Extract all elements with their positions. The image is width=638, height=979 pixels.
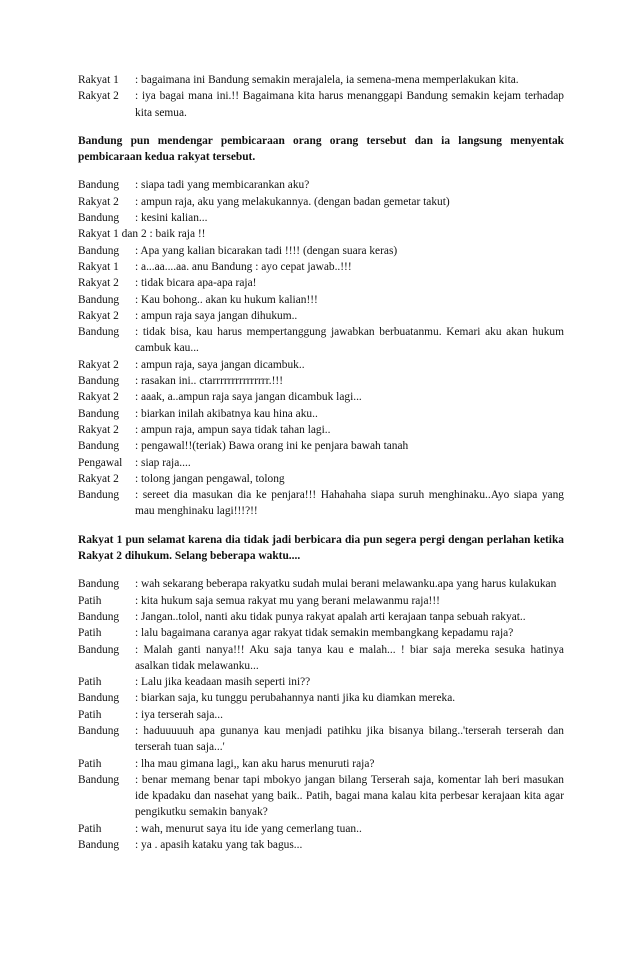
dialogue-text: : tolong jangan pengawal, tolong [135,472,285,485]
dialogue-line [78,642,564,675]
dialogue-text: : pengawal!!(teriak) Bawa orang ini ke penjara bawah tanah [135,440,409,453]
dialogue-line [78,690,564,706]
dialogue-line [78,837,564,853]
dialogue-line: Rakyat 1 dan 2 : baik raja !! [78,228,206,241]
speaker-name: Bandung [78,440,120,453]
speaker-name: Patih [78,676,102,689]
speaker-name: Patih [78,708,102,721]
dialogue-text: : benar memang benar tapi mbokyo jangan bilang Terserah saja, komentar lah beri masukan ide kpadaku dan nasehat yang baik.. Patih, bagai mana kalau kita perbesar kerajaan kita agar pengikutku semakin banyak? [135,773,564,819]
speaker-name: Bandung [78,326,120,339]
dialogue-text: : siapa tadi yang membicarankan aku? [135,179,310,192]
dialogue-line [78,422,564,438]
speaker-name: Rakyat 1 [78,260,119,273]
narration-2: Rakyat 1 pun selamat karena dia tidak jadi berbicara dia pun segera pergi dengan perlahan ketika Rakyat 2 dihukum. Selang beberapa waktu.... [78,533,564,563]
speaker-name: Bandung [78,244,120,257]
dialogue-line [78,576,564,592]
narration-1: Bandung pun mendengar pembicaraan orang orang tersebut dan ia langsung menyentak pembicaraan kedua rakyat tersebut. [78,134,564,164]
dialogue-text: : biarkan saja, ku tunggu perubahannya nanti jika ku diamkan mereka. [135,692,456,705]
dialogue-line [78,821,564,837]
speaker-name: Bandung [78,293,120,306]
dialogue-line [78,275,564,291]
speaker-name: Rakyat 2 [78,90,119,103]
speaker-name: Rakyat 2 [78,358,119,371]
speaker-name: Bandung [78,578,120,591]
speaker-name: Rakyat 2 [78,195,119,208]
dialogue-line [78,324,564,357]
dialogue-line [78,357,564,373]
dialogue-line [78,292,564,308]
dialogue-text: : wah, menurut saya itu ide yang cemerlang tuan.. [135,822,362,835]
speaker-name: Bandung [78,643,120,656]
dialogue-line [78,259,564,275]
dialogue-text: : haduuuuuh apa gunanya kau menjadi patihku jika bisanya bilang..'terserah terserah dan terserah tuan saja...' [135,724,564,754]
speaker-name: Rakyat 2 [78,423,119,436]
dialogue-line [78,593,564,609]
dialogue-text: : lha mau gimana lagi,, kan aku harus menuruti raja? [135,757,375,770]
dialogue-text: : ampun raja, ampun saya tidak tahan lagi.. [135,423,331,436]
dialogue-line [78,373,564,389]
dialogue-line [78,177,564,193]
dialogue-text: : aaak, a..ampun raja saya jangan dicambuk lagi... [135,391,362,404]
speaker-name: Bandung [78,212,120,225]
dialogue-line [78,438,564,454]
dialogue-text: : Kau bohong.. akan ku hukum kalian!!! [135,293,318,306]
dialogue-line [78,308,564,324]
dialogue-line [78,406,564,422]
dialogue-line [78,243,564,259]
dialogue-line [78,88,564,121]
dialogue-line [78,72,564,88]
dialogue-text: : siap raja.... [135,456,191,469]
dialogue-text: : Lalu jika keadaan masih seperti ini?? [135,676,311,689]
dialogue-text: : ya . apasih kataku yang tak bagus... [135,839,303,852]
speaker-name: Bandung [78,407,120,420]
speaker-name: Bandung [78,375,120,388]
speaker-name: Rakyat 2 [78,309,119,322]
speaker-name: Bandung [78,179,120,192]
dialogue-text: : bagaimana ini Bandung semakin merajalela, ia semena-mena memperlakukan kita. [135,74,519,86]
dialogue-text: : iya bagai mana ini.!! Bagaimana kita harus menanggapi Bandung semakin kejam terhadap kita semua. [135,90,564,119]
dialogue-line [78,471,564,487]
speaker-name: Bandung [78,692,120,705]
dialogue-block-2 [78,177,564,519]
speaker-name: Bandung [78,489,120,502]
dialogue-text: : iya terserah saja... [135,708,223,721]
dialogue-text: : wah sekarang beberapa rakyatku sudah mulai berani melawanku.apa yang harus kulakukan [135,578,557,591]
dialogue-block-3 [78,576,564,853]
dialogue-text: : Jangan..tolol, nanti aku tidak punya rakyat apalah arti kerajaan tanpa sebuah rakyat.. [135,610,526,623]
dialogue-text: : biarkan inilah akibatnya kau hina aku.. [135,407,318,420]
speaker-name: Rakyat 2 [78,472,119,485]
dialogue-line [78,756,564,772]
speaker-name: Bandung [78,610,120,623]
speaker-name: Rakyat 2 [78,391,119,404]
dialogue-line [78,625,564,641]
dialogue-block-1 [78,72,564,121]
script-content [78,72,564,853]
dialogue-line [78,389,564,405]
dialogue-line [78,674,564,690]
dialogue-text: : lalu bagaimana caranya agar rakyat tidak semakin membangkang kepadamu raja? [135,627,514,640]
dialogue-text: : ampun raja saya jangan dihukum.. [135,309,298,322]
dialogue-text: : Malah ganti nanya!!! Aku saja tanya kau e malah... ! biar saja mereka sesuka hatinya asalkan tidak melawanku... [135,643,564,672]
dialogue-line [78,194,564,210]
speaker-name: Bandung [78,839,120,852]
dialogue-line [78,772,564,821]
dialogue-text: : a...aa....aa. anu Bandung : ayo cepat jawab..!!! [135,260,352,273]
dialogue-text: : tidak bicara apa-apa raja! [135,277,257,290]
dialogue-text: : rasakan ini.. ctarrrrrrrrrrrrrrr.!!! [135,375,283,388]
dialogue-line [78,487,564,520]
dialogue-text: : ampun raja, aku yang melakukannya. (dengan badan gemetar takut) [135,195,450,208]
speaker-name: Patih [78,627,102,640]
dialogue-text: : ampun raja, saya jangan dicambuk.. [135,358,305,371]
speaker-name: Rakyat 2 [78,277,119,290]
dialogue-line [78,210,564,226]
speaker-name: Rakyat 1 [78,74,119,86]
dialogue-line [78,723,564,756]
dialogue-line [78,707,564,723]
speaker-name: Patih [78,594,102,607]
speaker-name: Patih [78,822,102,835]
dialogue-text: : sereet dia masukan dia ke penjara!!! Hahahaha siapa suruh menghinaku..Ayo siapa yang mau menghinaku lagi!!!?!! [135,489,564,518]
speaker-name: Bandung [78,724,120,737]
speaker-name: Bandung [78,773,120,786]
dialogue-text: : kesini kalian... [135,212,208,225]
dialogue-text: : Apa yang kalian bicarakan tadi !!!! (dengan suara keras) [135,244,398,257]
speaker-name: Pengawal [78,456,123,469]
speaker-name: Patih [78,757,102,770]
dialogue-line [78,609,564,625]
dialogue-text: : kita hukum saja semua rakyat mu yang berani melawanmu raja!!! [135,594,440,607]
dialogue-text: : tidak bisa, kau harus mempertanggung jawabkan berbuatanmu. Kemari aku akan hukum cambuk kau... [135,326,564,355]
dialogue-line [78,455,564,471]
